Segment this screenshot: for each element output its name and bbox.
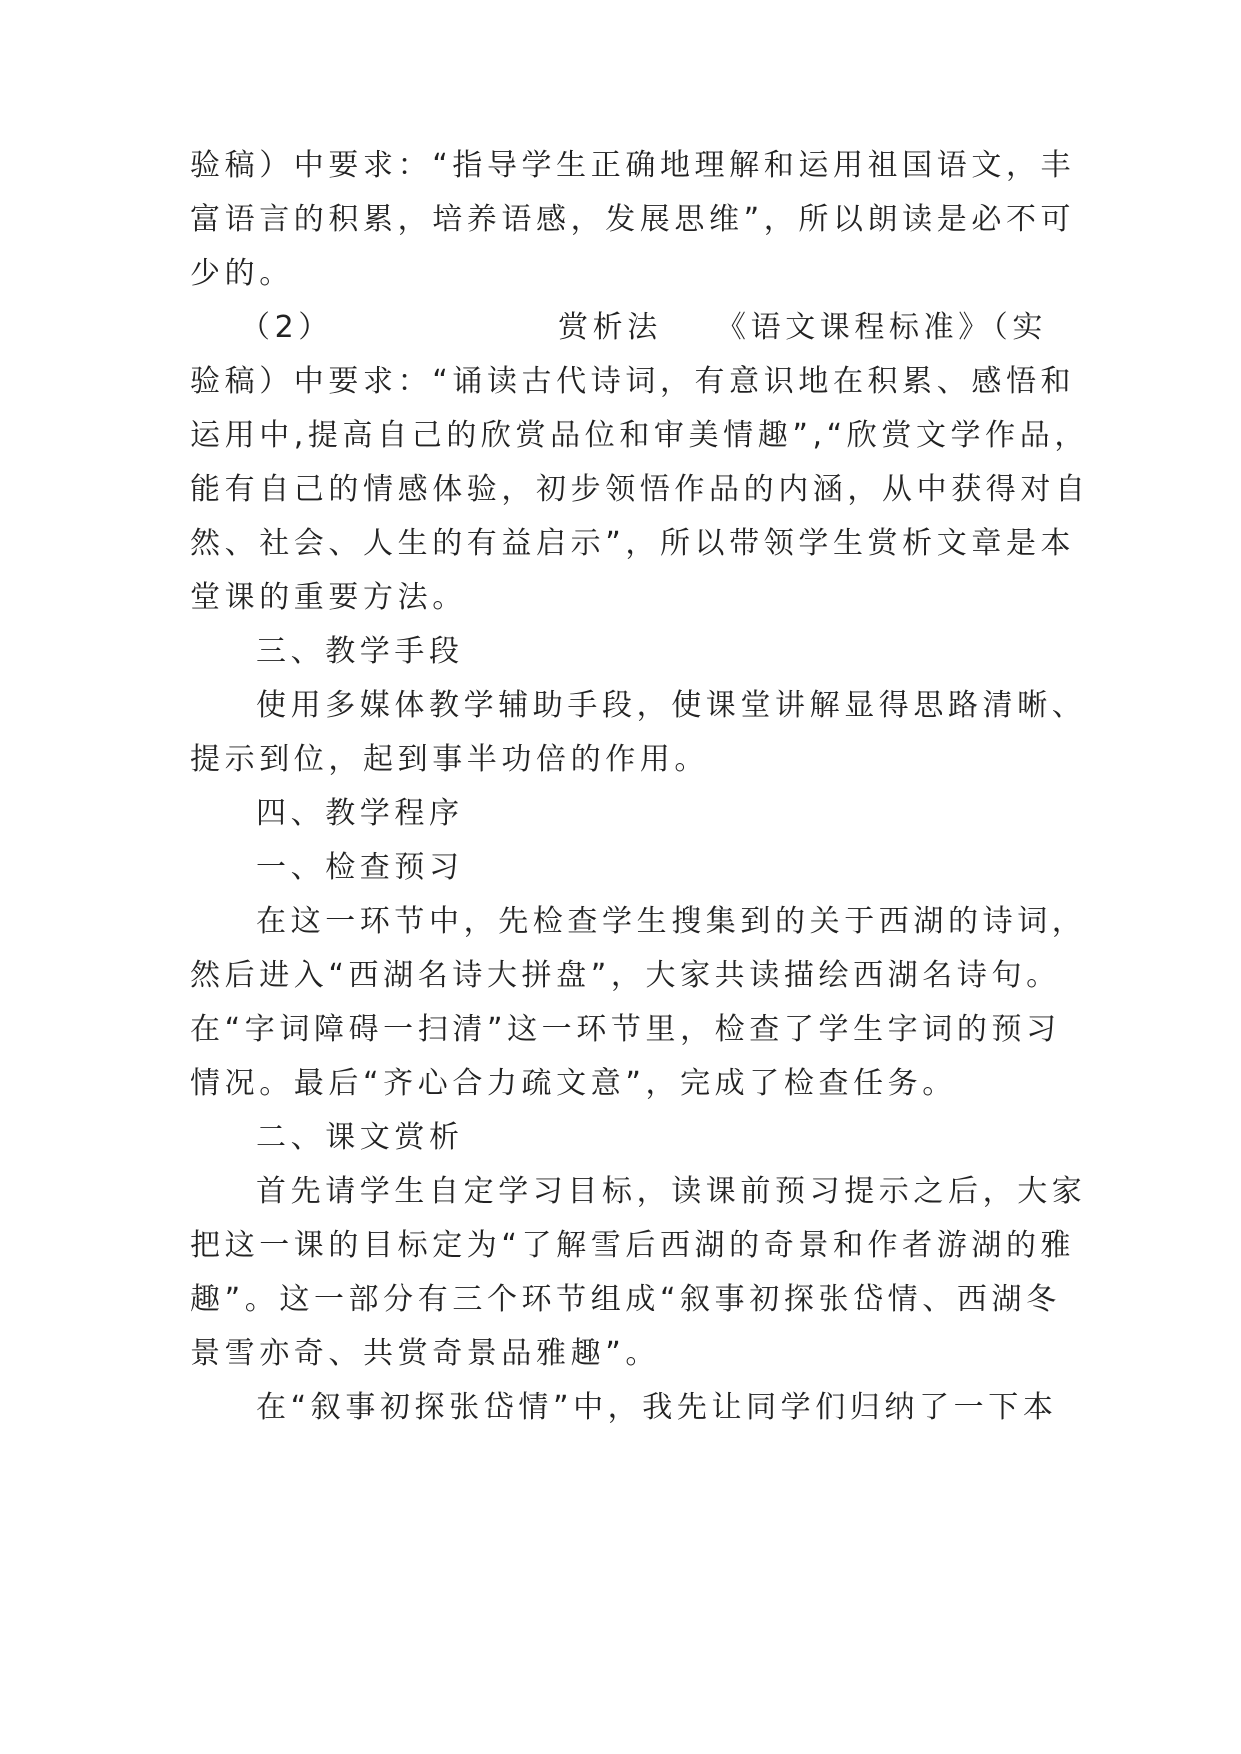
text-line: 景雪亦奇、共赏奇景品雅趣”。 <box>190 1336 660 1371</box>
subsection-heading: 二、课文赏析 <box>256 1120 464 1155</box>
text-line: 然、社会、人生的有益启示”，所以带领学生赏析文章是本 <box>190 526 1076 561</box>
text-line: 情况。最后“齐心合力疏文意”，完成了检查任务。 <box>190 1066 957 1101</box>
text-line: 能有自己的情感体验，初步领悟作品的内涵，从中获得对自 <box>190 472 1090 507</box>
text-line: 首先请学生自定学习目标，读课前预习提示之后，大家 <box>256 1174 1087 1209</box>
text-line: 使用多媒体教学辅助手段，使课堂讲解显得思路清晰、 <box>256 688 1087 723</box>
method-source: 《语文课程标准》（实 <box>716 310 1047 345</box>
text-line: 在“字词障碍一扫清”这一环节里，检查了学生字词的预习 <box>190 1012 1061 1047</box>
text-line: 在这一环节中，先检查学生搜集到的关于西湖的诗词， <box>256 904 1087 939</box>
section-heading: 三、教学手段 <box>256 634 464 669</box>
text-line: 提示到位，起到事半功倍的作用。 <box>190 742 709 777</box>
method-number: （2） <box>240 310 333 345</box>
method-name: 赏析法 <box>558 310 662 345</box>
text-line: 少的。 <box>190 256 294 291</box>
text-line: 验稿）中要求：“指导学生正确地理解和运用祖国语文，丰 <box>190 148 1076 183</box>
text-line: 验稿）中要求：“诵读古代诗词，有意识地在积累、感悟和 <box>190 364 1076 399</box>
text-line: 趣”。这一部分有三个环节组成“叙事初探张岱情、西湖冬 <box>190 1282 1061 1317</box>
text-line: 运用中,提高自己的欣赏品位和审美情趣”,“欣赏文学作品， <box>190 418 1089 453</box>
text-line: 在“叙事初探张岱情”中，我先让同学们归纳了一下本 <box>256 1390 1058 1425</box>
text-line: 把这一课的目标定为“了解雪后西湖的奇景和作者游湖的雅 <box>190 1228 1076 1263</box>
text-line: 富语言的积累，培养语感，发展思维”，所以朗读是必不可 <box>190 202 1076 237</box>
subsection-heading: 一、检查预习 <box>256 850 464 885</box>
method-heading-line <box>240 300 1047 356</box>
section-heading: 四、教学程序 <box>256 796 464 831</box>
text-line: 堂课的重要方法。 <box>190 580 467 615</box>
text-line: 然后进入“西湖名诗大拼盘”，大家共读描绘西湖名诗句。 <box>190 958 1061 993</box>
